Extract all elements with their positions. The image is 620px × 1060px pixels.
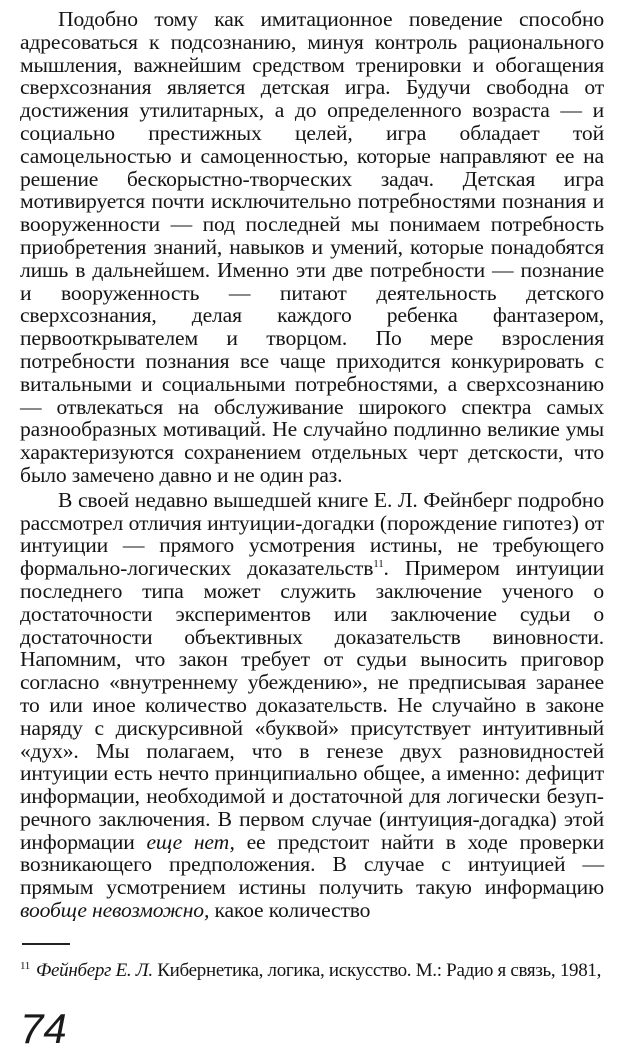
paragraph-2-text-a: В своей недавно вышедшей книге Е. Л. Фейнберг подробно рассмотрел отличия интуиции-догадки (порождение гипотез) от интуиции — прямого усмотрения истины, не требующего формально-логических доказательств	[20, 487, 604, 581]
paragraph-2-text-b: . Примером интуиции последнего типа может служить заключение ученого о достаточности экспериментов или заключение судьи о достаточности объективных доказательств виновности. Напомним, что закон требует от судьи выносить приговор согласно «внутреннему убеждению», не предписывая заранее то или иное количество доказательств. Не случайно в законе наряду с дискурсивной «буквой» присутствует интуитивный «дух». Мы полагаем, что в генезе двух разновидностей интуиции есть нечто принципиально общее, а именно: дефицит информации, необходимой и достаточной для логически безупречного заключения. В первом случае (интуиция-догадка) этой информации	[20, 556, 604, 854]
footnote	[20, 960, 604, 981]
body-text	[20, 8, 604, 922]
page-number: 74	[20, 1005, 67, 1052]
footnote-reference: 11	[373, 557, 384, 570]
footnote-mark: 11	[20, 959, 30, 972]
footnote-author: Фейнберг Е. Л.	[36, 960, 153, 981]
paragraph-1: Подобно тому как имитационное поведение способно адресоваться к подсознанию, минуя контроль рационального мышления, важнейшим средством тренировки и обогащения сверхсознания является детская игра. Будучи свободна от достижения утилитарных, а до определенного возраста — и социально престижных целей, игра обладает той самоцельностью и самоценностью, которые направляют ее на решение бескорыстно-творческих задач. Детская игра мотивируется почти исключительно потребностями познания и вооруженности — под последней мы понимаем потребность приобретения знаний, навыков и умений, которые понадобятся лишь в дальнейшем. Именно эти две потребности — познание и вооруженность — питают деятельность детского сверхсознания, делая каждого ребенка фантазером, первооткрывателем и творцом. По мере взросления потребности познания все чаще приходится конкурировать с витальными и социальными потребностями, а сверхсознанию — отвлекаться на обслуживание широкого спектра самых разнообразных мотиваций. Не случайно подлинно великие умы характеризуются сохранением отдельных черт детскости, что было замечено давно и не один раз.	[20, 7, 604, 487]
paragraph-2	[20, 489, 604, 922]
paragraph-2-text-c: ее предстоит найти в ходе проверки возникающего предположения. В случае с интуицией — прямым усмотрением истины получить такую информацию	[20, 829, 604, 900]
paragraph-2-text-d: какое количество	[209, 898, 371, 923]
book-page	[20, 8, 604, 1052]
footnote-divider	[22, 943, 70, 945]
emphasis-still-not: еще нет,	[146, 829, 235, 854]
emphasis-impossible: вообще невозможно,	[20, 898, 210, 923]
footnote-text: Кибернетика, логика, искусство. М.: Радио я связь, 1981,	[152, 960, 602, 981]
